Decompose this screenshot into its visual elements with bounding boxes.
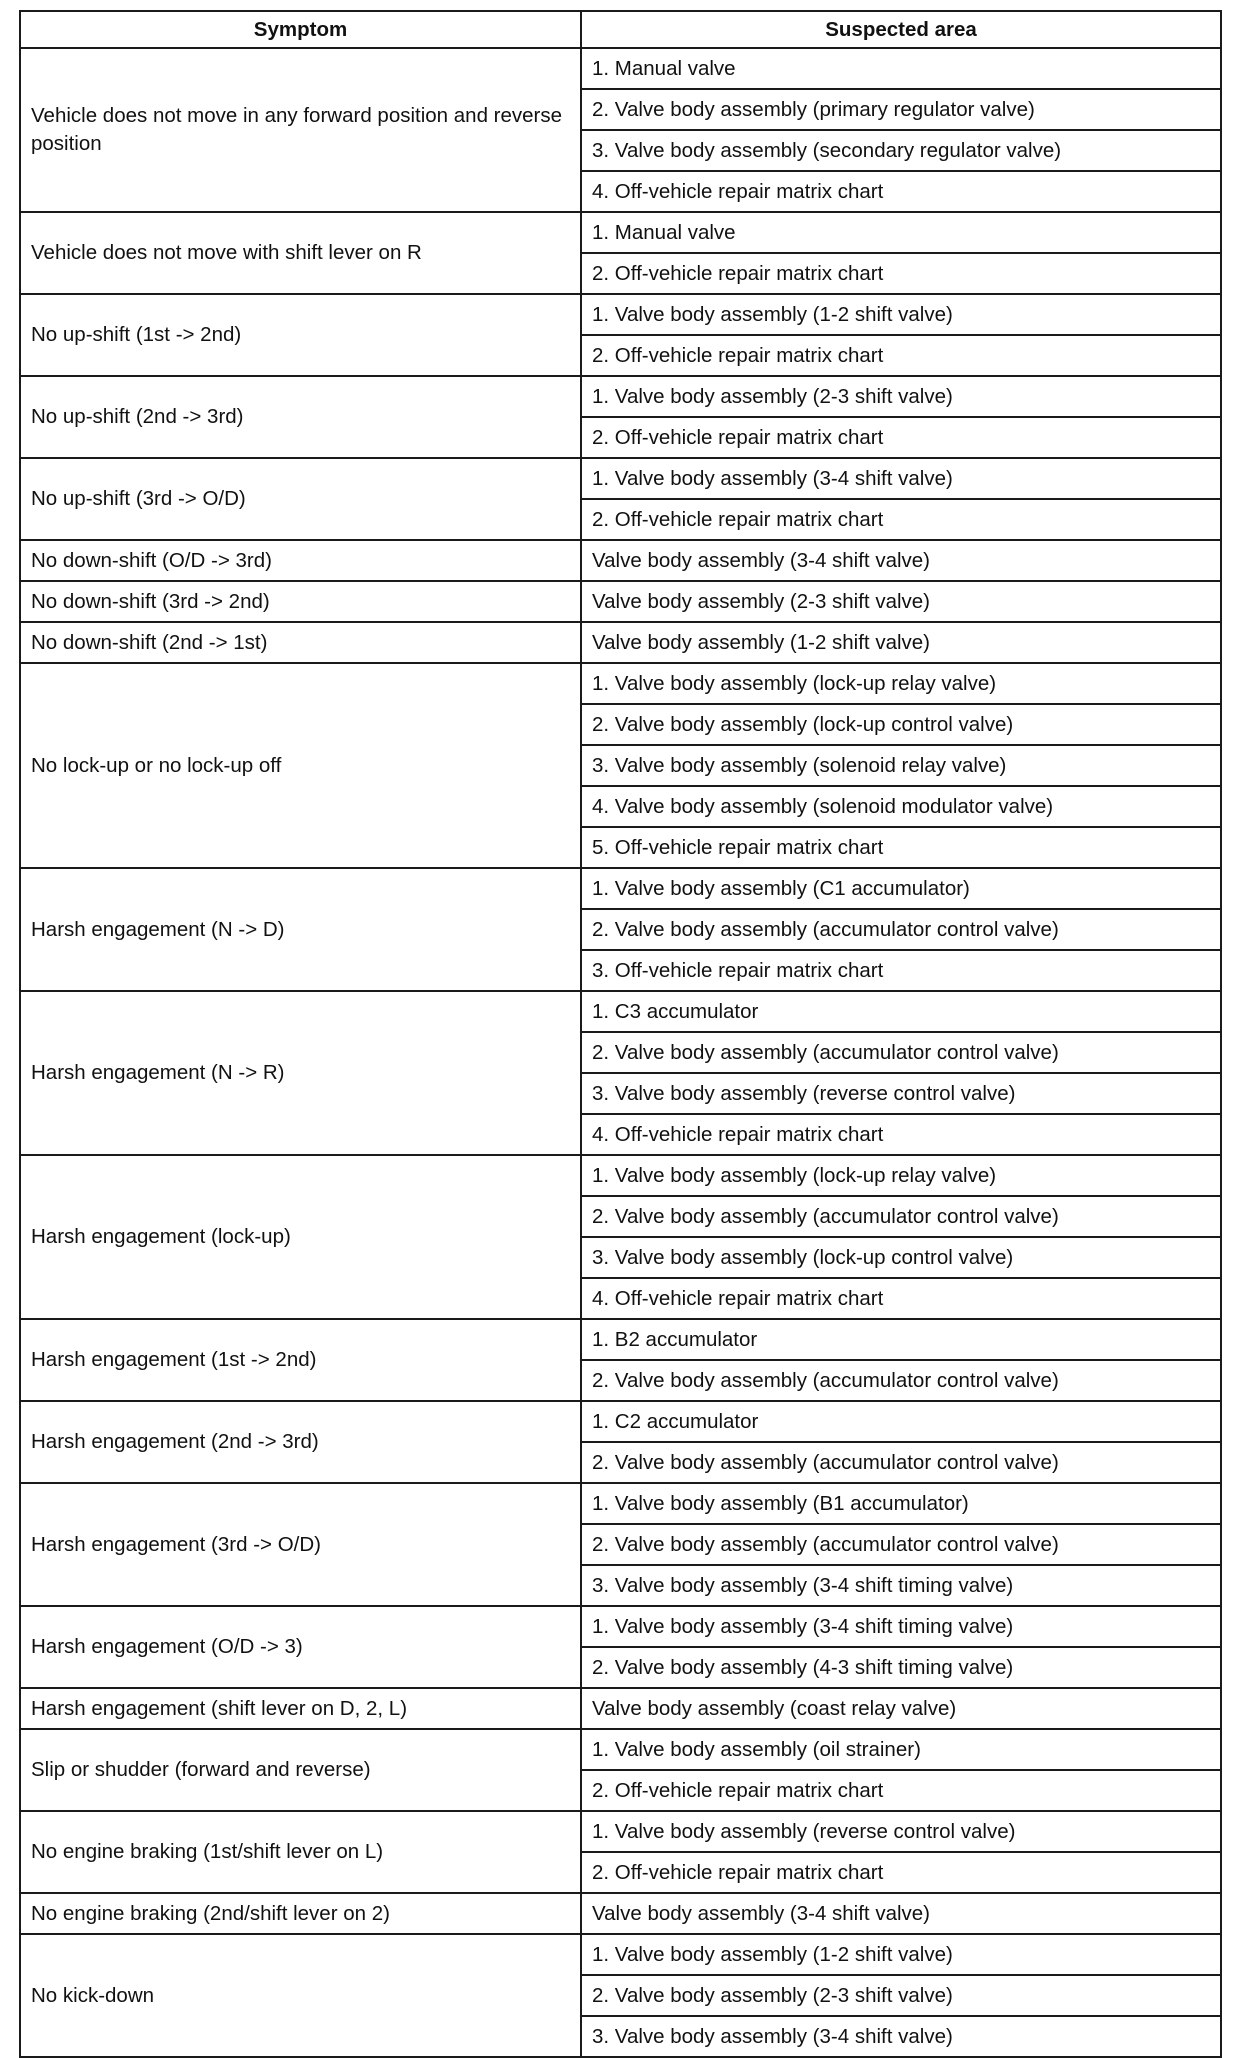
table-row (20, 581, 1221, 622)
suspected-area-cell: 1. Valve body assembly (lock-up relay valve) (581, 663, 1221, 704)
table-row (20, 1483, 1221, 1524)
suspected-area-cell: 4. Valve body assembly (solenoid modulator valve) (581, 786, 1221, 827)
suspected-area-cell: 5. Off-vehicle repair matrix chart (581, 827, 1221, 868)
table-row (20, 376, 1221, 417)
table-row (20, 663, 1221, 704)
suspected-area-cell: 2. Off-vehicle repair matrix chart (581, 1770, 1221, 1811)
suspected-area-cell: 2. Off-vehicle repair matrix chart (581, 253, 1221, 294)
suspected-area-cell: 2. Valve body assembly (4-3 shift timing valve) (581, 1647, 1221, 1688)
table-row (20, 1319, 1221, 1360)
table-row (20, 540, 1221, 581)
suspected-area-cell: 1. Valve body assembly (B1 accumulator) (581, 1483, 1221, 1524)
symptom-cell: No up-shift (2nd -> 3rd) (20, 376, 581, 458)
symptom-cell: Harsh engagement (1st -> 2nd) (20, 1319, 581, 1401)
table-row (20, 48, 1221, 89)
suspected-area-cell: 2. Off-vehicle repair matrix chart (581, 1852, 1221, 1893)
table-row (20, 1688, 1221, 1729)
suspected-area-column-header: Suspected area (581, 11, 1221, 48)
suspected-area-cell: 1. Valve body assembly (3-4 shift valve) (581, 458, 1221, 499)
suspected-area-cell: 2. Valve body assembly (lock-up control valve) (581, 704, 1221, 745)
symptom-cell: Harsh engagement (shift lever on D, 2, L) (20, 1688, 581, 1729)
table-row (20, 1811, 1221, 1852)
suspected-area-cell: 3. Valve body assembly (secondary regulator valve) (581, 130, 1221, 171)
suspected-area-cell: 1. Valve body assembly (lock-up relay valve) (581, 1155, 1221, 1196)
suspected-area-cell: 2. Valve body assembly (accumulator control valve) (581, 1032, 1221, 1073)
table-body (20, 48, 1221, 2057)
suspected-area-cell: 2. Valve body assembly (accumulator control valve) (581, 1442, 1221, 1483)
suspected-area-cell: 3. Valve body assembly (3-4 shift timing valve) (581, 1565, 1221, 1606)
symptom-cell: No kick-down (20, 1934, 581, 2057)
suspected-area-cell: 4. Off-vehicle repair matrix chart (581, 171, 1221, 212)
suspected-area-cell: 1. Valve body assembly (C1 accumulator) (581, 868, 1221, 909)
suspected-area-cell: 3. Valve body assembly (reverse control valve) (581, 1073, 1221, 1114)
table-row (20, 1155, 1221, 1196)
suspected-area-cell: Valve body assembly (2-3 shift valve) (581, 581, 1221, 622)
suspected-area-cell: 2. Valve body assembly (accumulator control valve) (581, 1524, 1221, 1565)
suspected-area-cell: 2. Off-vehicle repair matrix chart (581, 417, 1221, 458)
suspected-area-cell: 3. Valve body assembly (3-4 shift valve) (581, 2016, 1221, 2057)
symptom-column-header: Symptom (20, 11, 581, 48)
table-row (20, 1893, 1221, 1934)
suspected-area-cell: 1. Valve body assembly (1-2 shift valve) (581, 294, 1221, 335)
suspected-area-cell: 4. Off-vehicle repair matrix chart (581, 1278, 1221, 1319)
suspected-area-cell: 1. Valve body assembly (oil strainer) (581, 1729, 1221, 1770)
symptom-cell: Harsh engagement (N -> R) (20, 991, 581, 1155)
suspected-area-cell: 1. C2 accumulator (581, 1401, 1221, 1442)
table-row (20, 868, 1221, 909)
suspected-area-cell: 3. Valve body assembly (solenoid relay valve) (581, 745, 1221, 786)
suspected-area-cell: 2. Valve body assembly (accumulator control valve) (581, 1196, 1221, 1237)
suspected-area-cell: 1. Valve body assembly (2-3 shift valve) (581, 376, 1221, 417)
suspected-area-cell: 2. Off-vehicle repair matrix chart (581, 335, 1221, 376)
table-row (20, 212, 1221, 253)
suspected-area-cell: 1. Valve body assembly (reverse control valve) (581, 1811, 1221, 1852)
suspected-area-cell: 2. Valve body assembly (primary regulator valve) (581, 89, 1221, 130)
suspected-area-cell: 1. Manual valve (581, 48, 1221, 89)
suspected-area-cell: 2. Valve body assembly (2-3 shift valve) (581, 1975, 1221, 2016)
symptom-cell: Slip or shudder (forward and reverse) (20, 1729, 581, 1811)
suspected-area-cell: Valve body assembly (3-4 shift valve) (581, 1893, 1221, 1934)
table-row (20, 294, 1221, 335)
symptom-cell: Harsh engagement (lock-up) (20, 1155, 581, 1319)
symptom-cell: No lock-up or no lock-up off (20, 663, 581, 868)
symptom-cell: No engine braking (2nd/shift lever on 2) (20, 1893, 581, 1934)
table-row (20, 1606, 1221, 1647)
suspected-area-cell: 3. Off-vehicle repair matrix chart (581, 950, 1221, 991)
symptom-cell: Vehicle does not move in any forward position and reverse position (20, 48, 581, 212)
table-header (20, 11, 1221, 48)
symptom-cell: Harsh engagement (N -> D) (20, 868, 581, 991)
symptom-cell: No down-shift (2nd -> 1st) (20, 622, 581, 663)
symptom-table (19, 10, 1222, 2058)
symptom-cell: No down-shift (3rd -> 2nd) (20, 581, 581, 622)
table-row (20, 991, 1221, 1032)
suspected-area-cell: 1. Manual valve (581, 212, 1221, 253)
suspected-area-cell: 2. Off-vehicle repair matrix chart (581, 499, 1221, 540)
symptom-cell: Vehicle does not move with shift lever on R (20, 212, 581, 294)
suspected-area-cell: 3. Valve body assembly (lock-up control valve) (581, 1237, 1221, 1278)
suspected-area-cell: 2. Valve body assembly (accumulator control valve) (581, 1360, 1221, 1401)
suspected-area-cell: 1. B2 accumulator (581, 1319, 1221, 1360)
suspected-area-cell: 1. C3 accumulator (581, 991, 1221, 1032)
symptom-cell: Harsh engagement (O/D -> 3) (20, 1606, 581, 1688)
table-row (20, 458, 1221, 499)
troubleshooting-sheet (19, 10, 1220, 2058)
table-row (20, 1401, 1221, 1442)
table-row (20, 622, 1221, 663)
suspected-area-cell: Valve body assembly (3-4 shift valve) (581, 540, 1221, 581)
suspected-area-cell: 2. Valve body assembly (accumulator control valve) (581, 909, 1221, 950)
symptom-cell: Harsh engagement (2nd -> 3rd) (20, 1401, 581, 1483)
table-row (20, 1729, 1221, 1770)
symptom-cell: No down-shift (O/D -> 3rd) (20, 540, 581, 581)
table-row (20, 1934, 1221, 1975)
suspected-area-cell: 1. Valve body assembly (3-4 shift timing valve) (581, 1606, 1221, 1647)
symptom-cell: No up-shift (1st -> 2nd) (20, 294, 581, 376)
header-row (20, 11, 1221, 48)
suspected-area-cell: 1. Valve body assembly (1-2 shift valve) (581, 1934, 1221, 1975)
suspected-area-cell: Valve body assembly (coast relay valve) (581, 1688, 1221, 1729)
symptom-cell: Harsh engagement (3rd -> O/D) (20, 1483, 581, 1606)
suspected-area-cell: Valve body assembly (1-2 shift valve) (581, 622, 1221, 663)
suspected-area-cell: 4. Off-vehicle repair matrix chart (581, 1114, 1221, 1155)
symptom-cell: No engine braking (1st/shift lever on L) (20, 1811, 581, 1893)
symptom-cell: No up-shift (3rd -> O/D) (20, 458, 581, 540)
